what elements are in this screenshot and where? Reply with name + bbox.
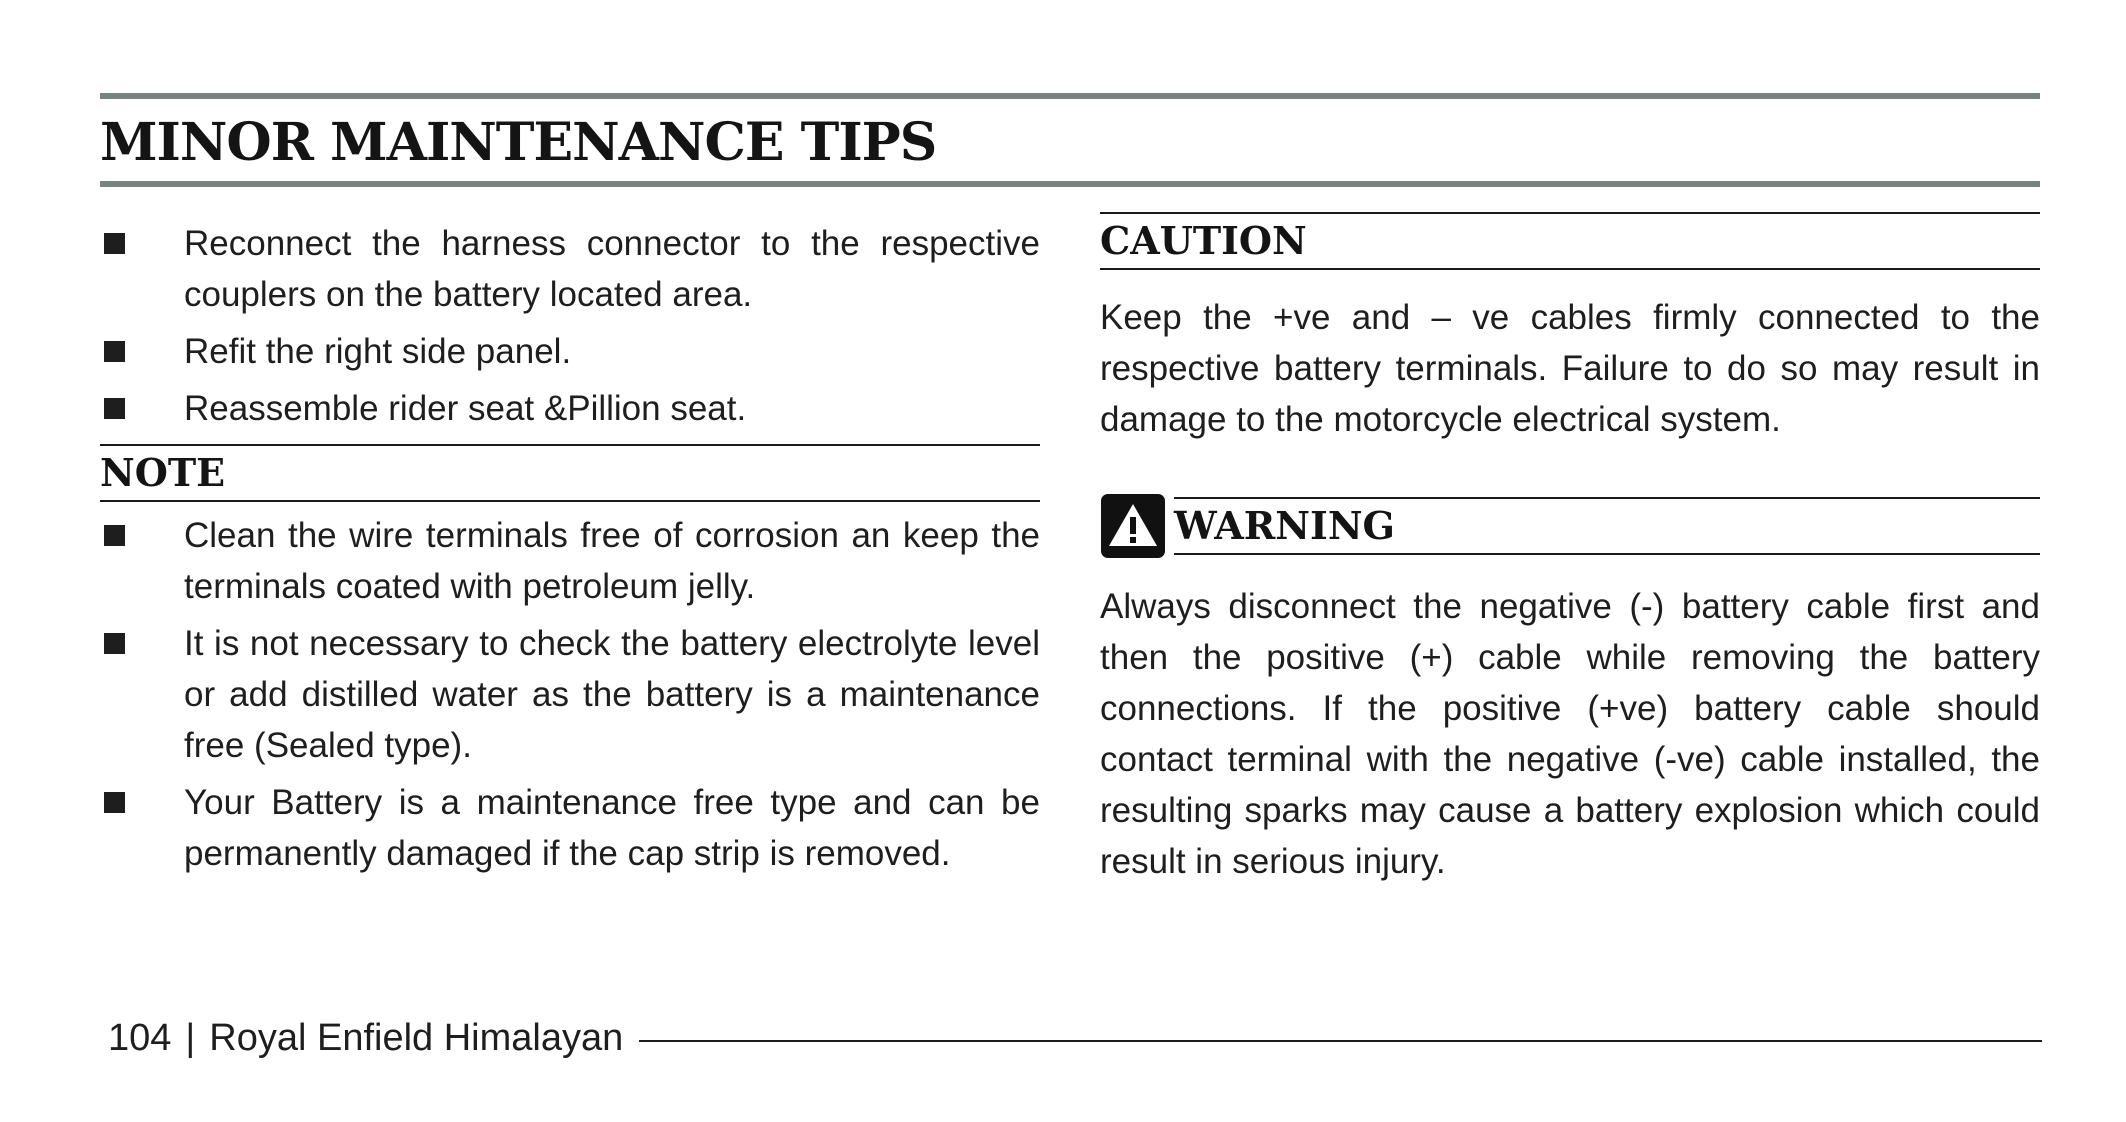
page-number: 104 (108, 1016, 172, 1059)
square-bullet-icon (104, 525, 125, 546)
square-bullet-icon (104, 233, 125, 254)
list-item (100, 510, 1040, 612)
top-rule (100, 93, 2040, 99)
right-column (1100, 212, 2040, 887)
footer-rule (639, 1040, 2042, 1042)
warning-heading: WARNING (1174, 497, 2040, 555)
list-item-text: It is not necessary to check the battery electrolyte level or add distilled water as the battery is a maintenance free (Sealed type). (184, 624, 1040, 765)
caution-heading: CAUTION (1100, 212, 2040, 270)
warning-triangle-icon (1100, 493, 1166, 559)
list-item-text: Clean the wire terminals free of corrosion an keep the terminals coated with petroleum jelly. (184, 516, 1040, 606)
list-item (100, 218, 1040, 320)
list-item-text: Reconnect the harness connector to the respective couplers on the battery located area. (184, 224, 1040, 314)
warning-heading-row (1100, 493, 2040, 559)
list-item (100, 777, 1040, 879)
footer-book-title: Royal Enfield Himalayan (209, 1016, 624, 1059)
note-list (100, 510, 1040, 879)
warning-text: Always disconnect the negative (-) battery cable first and then the positive (+) cable while removing the battery connections. If the positive (+ve) battery cable should contact terminal with the negative (-ve) cable installed, the resulting sparks may cause a battery explosion which could result in serious injury. (1100, 587, 2040, 881)
page-title: MINOR MAINTENANCE TIPS (100, 112, 937, 173)
square-bullet-icon (104, 792, 125, 813)
note-heading: NOTE (100, 444, 1040, 502)
list-item (100, 383, 1040, 434)
list-item (100, 326, 1040, 377)
caution-text: Keep the +ve and – ve cables firmly connected to the respective battery terminals. Failure to do so may result in damage to the motorcycle electrical system. (1100, 298, 2040, 439)
list-item-text: Your Battery is a maintenance free type and can be permanently damaged if the cap strip is removed. (184, 783, 1040, 873)
list-item-text: Refit the right side panel. (184, 332, 572, 371)
step-list (100, 218, 1040, 434)
list-item (100, 618, 1040, 771)
page-footer (108, 1010, 2042, 1066)
left-column (100, 218, 1040, 885)
square-bullet-icon (104, 341, 125, 362)
list-item-text: Reassemble rider seat &Pillion seat. (184, 389, 747, 428)
footer-separator: | (185, 1016, 196, 1059)
square-bullet-icon (104, 633, 125, 654)
square-bullet-icon (104, 398, 125, 419)
title-rule (100, 181, 2040, 187)
